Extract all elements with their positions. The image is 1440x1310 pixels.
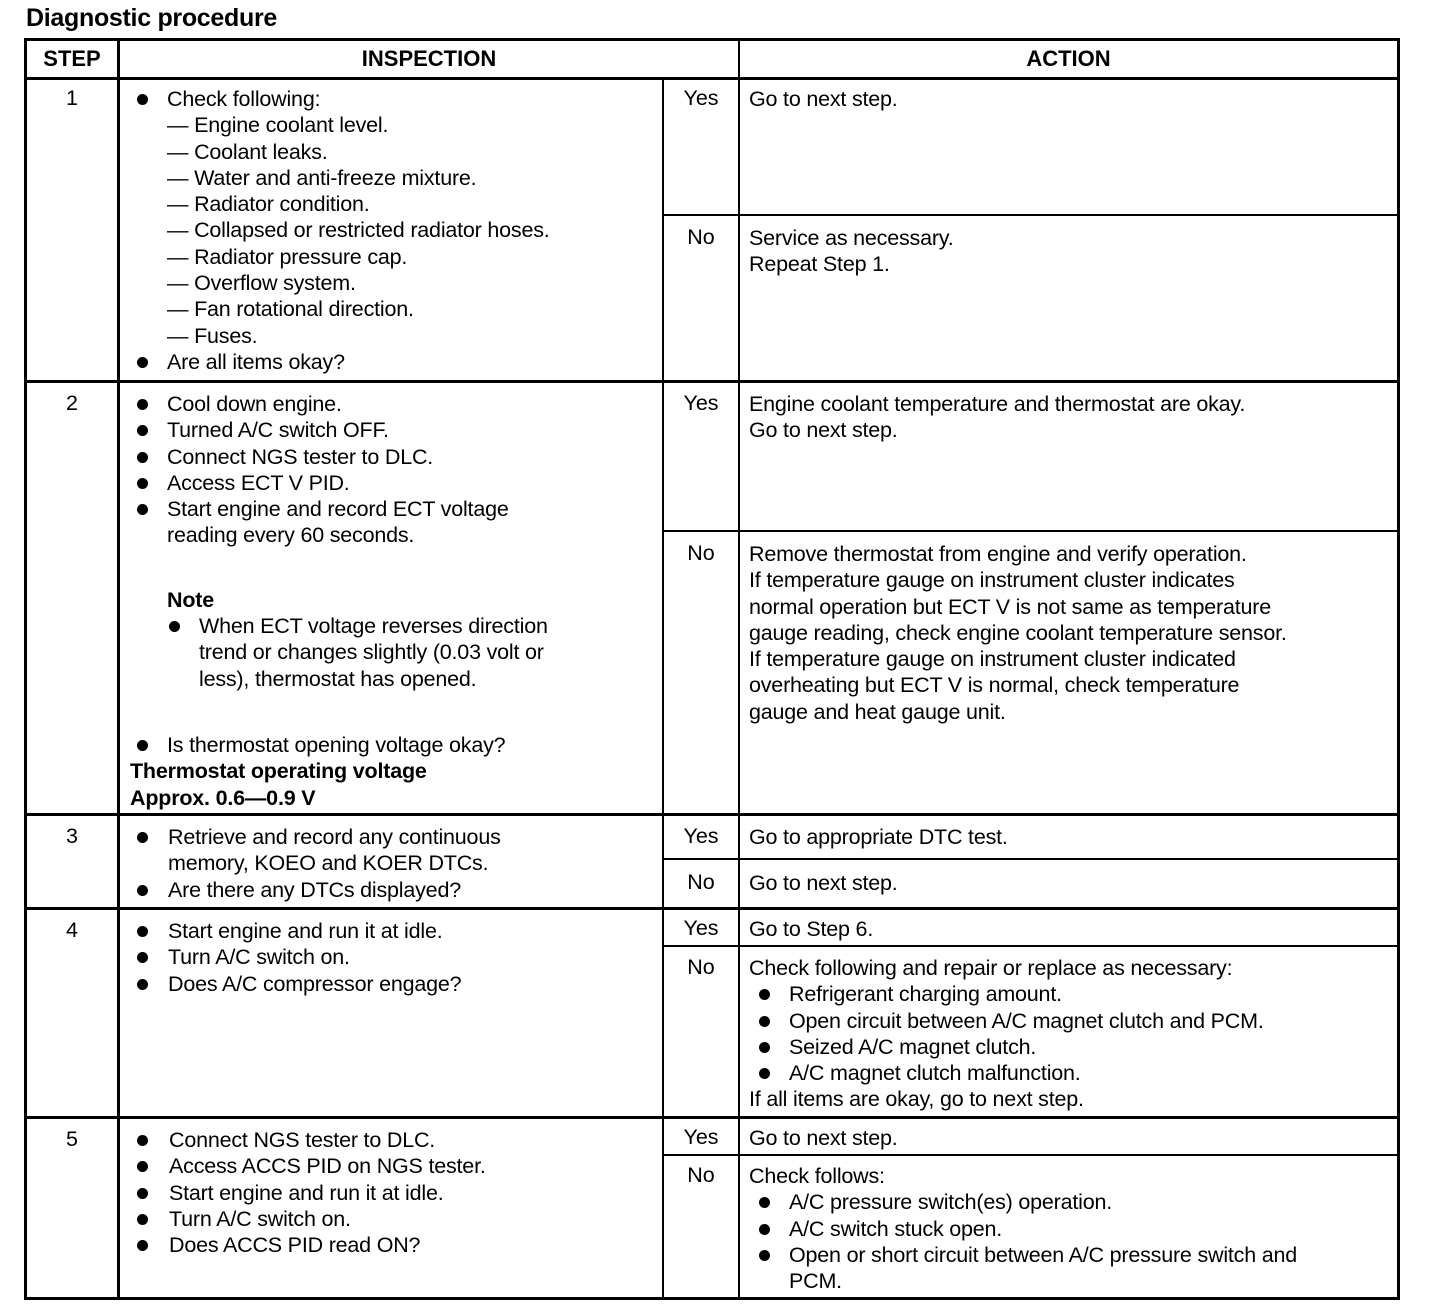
step-5-inspection [137,1127,657,1258]
yes-no-divider [662,214,1397,216]
yes-label: Yes [683,916,719,940]
action-line: Go to next step. [749,87,898,111]
dash-item: — Fan rotational direction. [167,297,414,322]
yes-label: Yes [683,824,719,848]
action-bullet: Seized A/C magnet clutch. [749,1034,1389,1060]
inspection-line: Start engine and record ECT voltage [137,496,657,522]
bullet-icon [137,478,148,489]
yes-no-divider [662,858,1397,860]
no-label: No [687,955,715,979]
inspection-line-cont: reading every 60 seconds. [167,523,415,548]
header-action: ACTION [1026,46,1111,71]
bullet-icon [759,1042,770,1053]
bullet-icon [137,357,148,368]
bullet-icon [137,885,148,896]
action-line: Repeat Step 1. [749,252,890,277]
action-line: Go to next step. [749,871,898,895]
action-line: overheating but ECT V is normal, check temperature [749,673,1240,698]
dash-item: — Fuses. [167,323,258,348]
divider-yesno-col [662,78,664,1297]
divider-action-col [738,41,740,1297]
inspection-line: Retrieve and record any continuous [137,824,657,850]
bullet-icon [759,1224,770,1235]
no-action [749,870,1389,896]
yes-action [749,391,1389,444]
page-title: Diagnostic procedure [26,4,277,32]
dash-item: — Radiator condition. [167,192,370,217]
dash-item: — Radiator pressure cap. [167,244,408,269]
note-label: Note [167,587,214,612]
diagnostic-table [24,38,1400,1300]
inspection-line: Cool down engine. [137,391,657,417]
inspection-question: Are all items okay? [137,349,657,375]
bullet-icon [169,621,180,632]
no-label: No [687,225,715,249]
no-action [749,955,1389,1113]
inspection-line: Access ACCS PID on NGS tester. [137,1153,657,1179]
inspection-line: Access ECT V PID. [137,470,657,496]
action-bullet: A/C magnet clutch malfunction. [749,1060,1389,1086]
bullet-icon [137,94,148,105]
step-2-inspection [130,391,657,811]
action-bullet: Refrigerant charging amount. [749,981,1389,1007]
action-line: Check follows: [749,1164,885,1188]
action-line: normal operation but ECT V is not same as temperature [749,594,1271,619]
inspection-question: Does ACCS PID read ON? [137,1232,657,1258]
action-bullet-cont: PCM. [789,1269,842,1294]
yes-no-divider [662,1154,1397,1156]
inspection-line: Start engine and run it at idle. [137,1180,657,1206]
action-line: Go to Step 6. [749,917,874,941]
row-divider [27,813,1397,816]
inspection-line: Check following: [137,86,657,112]
dash-item: — Overflow system. [167,271,356,296]
action-line: Service as necessary. [749,226,954,250]
inspection-question: Is thermostat opening voltage okay? [137,732,657,758]
no-action [749,1163,1389,1294]
yes-action [749,1125,1389,1151]
inspection-line: Turn A/C switch on. [137,944,657,970]
action-line: If temperature gauge on instrument cluster indicates [749,568,1235,593]
step-number: 3 [66,824,78,848]
action-line: Go to next step. [749,418,898,443]
action-line: gauge reading, check engine coolant temperature sensor. [749,620,1287,645]
spec-value: Approx. 0.6—0.9 V [130,785,316,810]
step-1-inspection [137,86,657,375]
dash-item: — Engine coolant level. [167,113,389,138]
action-bullet: Open or short circuit between A/C pressure switch and [749,1242,1389,1268]
yes-action [749,916,1389,942]
action-line: gauge and heat gauge unit. [749,699,1006,724]
bullet-icon [137,452,148,463]
inspection-line: Start engine and run it at idle. [137,918,657,944]
bullet-icon [759,1250,770,1261]
note-line: When ECT voltage reverses direction [137,613,657,639]
dash-item: — Water and anti-freeze mixture. [167,165,477,190]
action-line: Go to next step. [749,1126,898,1150]
row-divider [27,1116,1397,1119]
inspection-question: Are there any DTCs displayed? [137,877,657,903]
yes-no-divider [662,945,1397,947]
step-number: 5 [66,1127,78,1151]
bullet-icon [137,926,148,937]
action-line: If temperature gauge on instrument cluster indicated [749,647,1236,672]
yes-action [749,86,1389,112]
action-bullet: A/C switch stuck open. [749,1216,1389,1242]
yes-no-divider [662,530,1397,532]
inspection-line-cont: memory, KOEO and KOER DTCs. [168,851,489,876]
bullet-icon [137,832,148,843]
no-label: No [687,541,715,565]
no-action [749,225,1389,278]
inspection-line: Turned A/C switch OFF. [137,417,657,443]
bullet-icon [137,1188,148,1199]
header-step: STEP [43,46,101,71]
header-inspection: INSPECTION [361,46,497,71]
step-3-inspection [137,824,657,903]
note-line: less), thermostat has opened. [199,666,477,691]
inspection-line: Turn A/C switch on. [137,1206,657,1232]
row-divider [27,380,1397,383]
action-line: Engine coolant temperature and thermostat are okay. [749,392,1246,416]
no-label: No [687,1163,715,1187]
spec-title: Thermostat operating voltage [130,759,427,784]
bullet-icon [137,399,148,410]
bullet-icon [137,740,148,751]
no-label: No [687,870,715,894]
bullet-icon [137,979,148,990]
yes-label: Yes [683,391,719,415]
yes-label: Yes [683,1125,719,1149]
header-divider [27,77,1397,80]
step-number: 4 [66,918,78,942]
yes-label: Yes [683,86,719,110]
yes-action [749,824,1389,850]
inspection-line: Connect NGS tester to DLC. [137,444,657,470]
action-line: Remove thermostat from engine and verify operation. [749,542,1247,566]
inspection-line: Connect NGS tester to DLC. [137,1127,657,1153]
dash-item: — Collapsed or restricted radiator hoses. [167,218,550,243]
divider-step-col [117,41,120,1297]
dash-item: — Coolant leaks. [167,139,328,164]
step-number: 2 [66,391,78,415]
action-bullet: A/C pressure switch(es) operation. [749,1189,1389,1215]
bullet-icon [137,1135,148,1146]
step-4-inspection [137,918,657,997]
step-number: 1 [66,86,78,110]
action-line: Go to appropriate DTC test. [749,825,1008,849]
row-divider [27,907,1397,910]
action-line: If all items are okay, go to next step. [749,1087,1084,1112]
action-line: Check following and repair or replace as necessary: [749,956,1233,980]
bullet-icon [759,1016,770,1027]
note-line: trend or changes slightly (0.03 volt or [199,640,544,665]
action-bullet: Open circuit between A/C magnet clutch and PCM. [749,1008,1389,1034]
no-action [749,541,1389,725]
inspection-question: Does A/C compressor engage? [137,971,657,997]
bullet-icon [137,1214,148,1225]
